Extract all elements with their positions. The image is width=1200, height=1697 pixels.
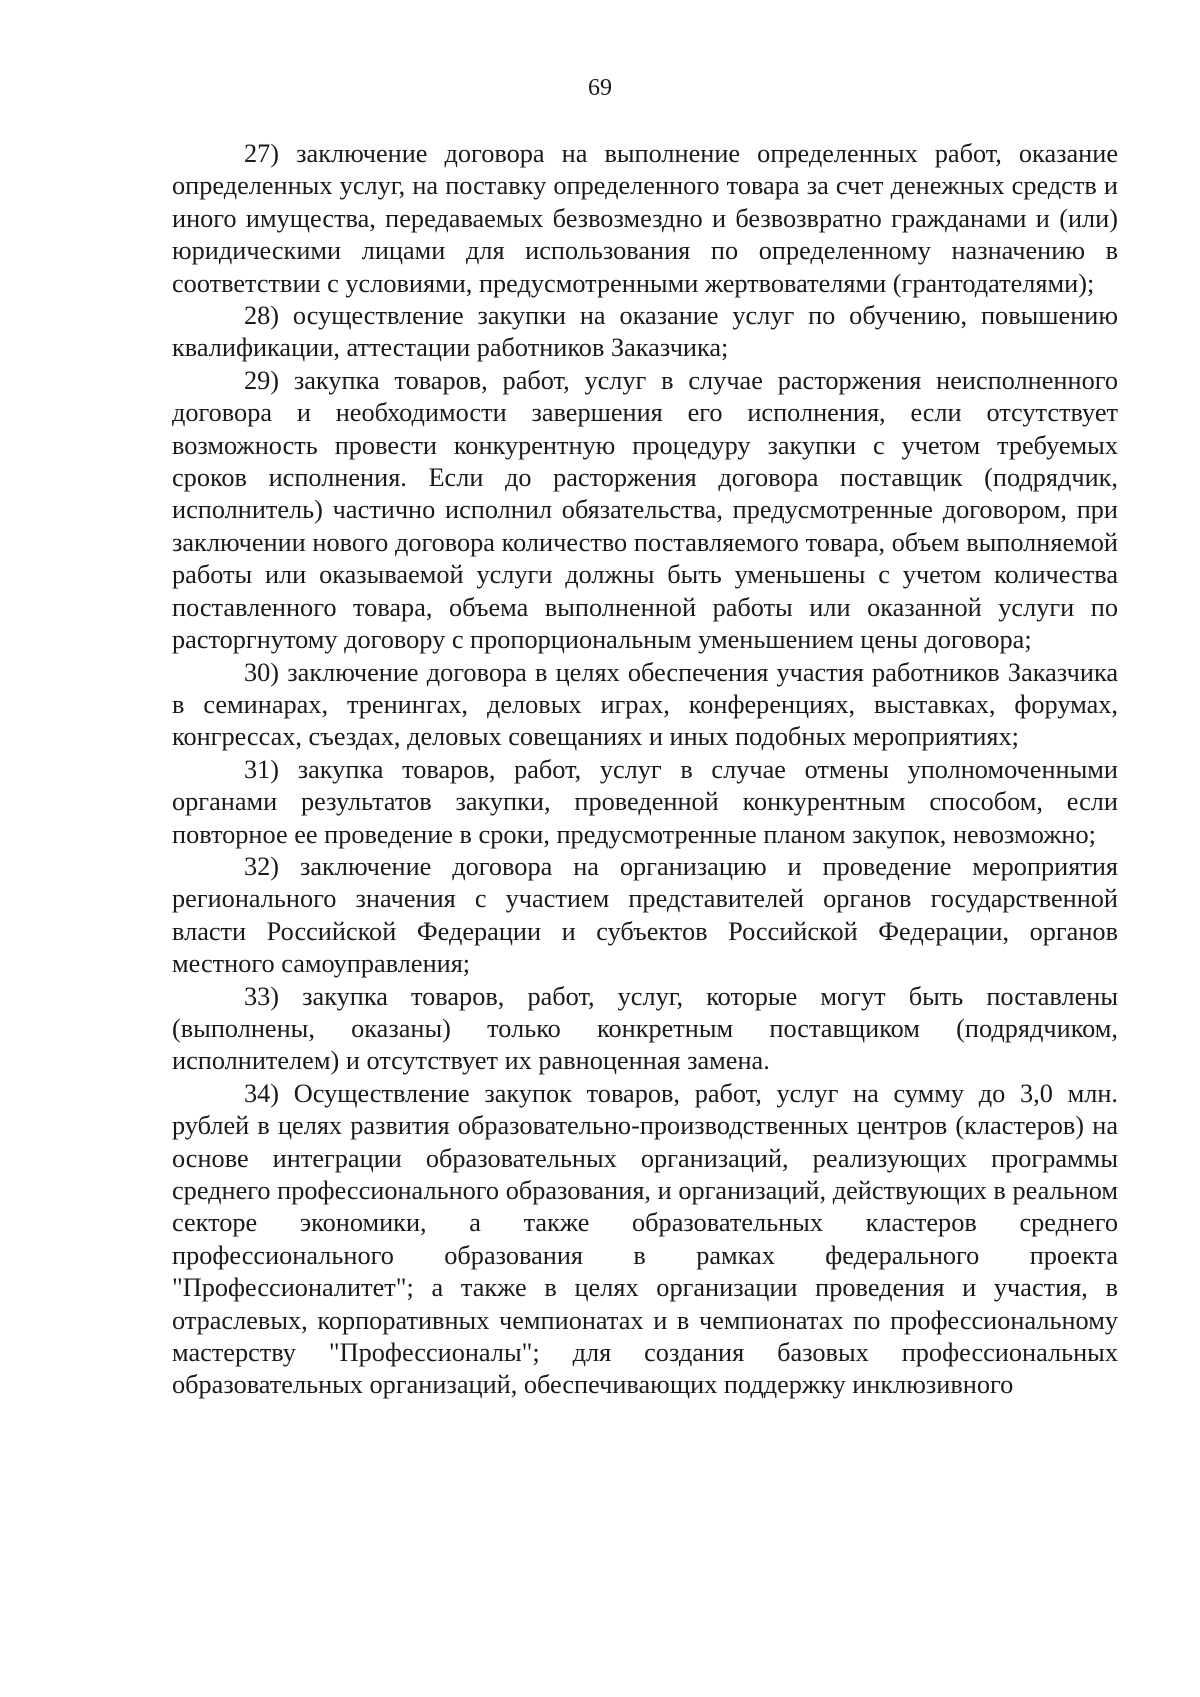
item-number: 34) (244, 1078, 280, 1108)
item-text: закупка товаров, работ, услуг в случае расторжения неисполненного договора и необходимости завершения его исполнения, если отсутствует возможность провести конкурентную процедуру закупки с учетом требуемых сроков исполнения. Если до расторжения договора поставщик (подрядчик, исполнитель) частично исполнил обязательства, предусмотренные договором, при заключении нового договора количество поставляемого товара, объем выполняемой работы или оказываемой услуги должны быть уменьшены с учетом количества поставленного товара, объема выполненной работы или оказанной услуги по расторгнутому договору с пропорциональным уменьшением цены договора; (172, 365, 1118, 655)
item-number: 27) (244, 139, 280, 168)
item-number: 28) (244, 301, 280, 331)
item-number: 31) (244, 754, 280, 784)
list-item-27 (172, 138, 1118, 300)
item-number: 29) (244, 365, 280, 395)
item-number: 32) (244, 851, 280, 881)
list-item-32 (172, 851, 1118, 981)
document-body (172, 138, 1118, 1402)
list-item-29 (172, 365, 1118, 657)
item-text: заключение договора в целях обеспечения участия работников Заказчика в семинарах, тренингах, деловых играх, конференциях, выставках, форумах, конгрессах, съездах, деловых совещаниях и иных подобных мероприятиях; (172, 657, 1119, 752)
list-item-30 (172, 657, 1118, 754)
list-item-34 (172, 1078, 1118, 1402)
item-number: 30) (244, 657, 280, 687)
item-text: заключение договора на выполнение определенных работ, оказание определенных услуг, на поставку определенного товара за счет денежных средств и иного имущества, передаваемых безвозмездно и безвозвратно гражданами и (или) юридическими лицами для использования по определенному назначению в соответствии с условиями, предусмотренными жертвователями (грантодателями); (172, 139, 1118, 298)
item-text: Осуществление закупок товаров, работ, услуг на сумму до 3,0 млн. рублей в целях развития образовательно-производственных центров (кластеров) на основе интеграции образовательных организаций, реализующих программы среднего профессионального образования, и организаций, действующих в реальном секторе экономики, а также образовательных кластеров среднего профессионального образования в рамках федерального проекта "Профессионалитет"; а также в целях организации проведения и участия, в отраслевых, корпоративных чемпионатах и в чемпионатах по профессиональному мастерству "Профессионалы"; для создания базовых профессиональных образовательных организаций, обеспечивающих поддержку инклюзивного (172, 1078, 1118, 1400)
item-number: 33) (244, 981, 280, 1011)
page-number: 69 (588, 75, 612, 101)
item-text: заключение договора на организацию и проведение мероприятия регионального значения с участием представителей органов государственной власти Российской Федерации и субъектов Российской Федерации, органов местного самоуправления; (172, 851, 1118, 979)
list-item-31 (172, 754, 1118, 851)
item-text: закупка товаров, работ, услуг в случае отмены уполномоченными органами результатов закупки, проведенной конкурентным способом, если повторное ее проведение в сроки, предусмотренные планом закупок, невозможно; (172, 754, 1118, 849)
item-text: осуществление закупки на оказание услуг по обучению, повышению квалификации, аттестации работников Заказчика; (172, 301, 1118, 363)
item-text: закупка товаров, работ, услуг, которые могут быть поставлены (выполнены, оказаны) только конкретным поставщиком (подрядчиком, исполнителем) и отсутствует их равноценная замена. (172, 981, 1118, 1076)
list-item-28 (172, 300, 1118, 365)
list-item-33 (172, 981, 1118, 1078)
